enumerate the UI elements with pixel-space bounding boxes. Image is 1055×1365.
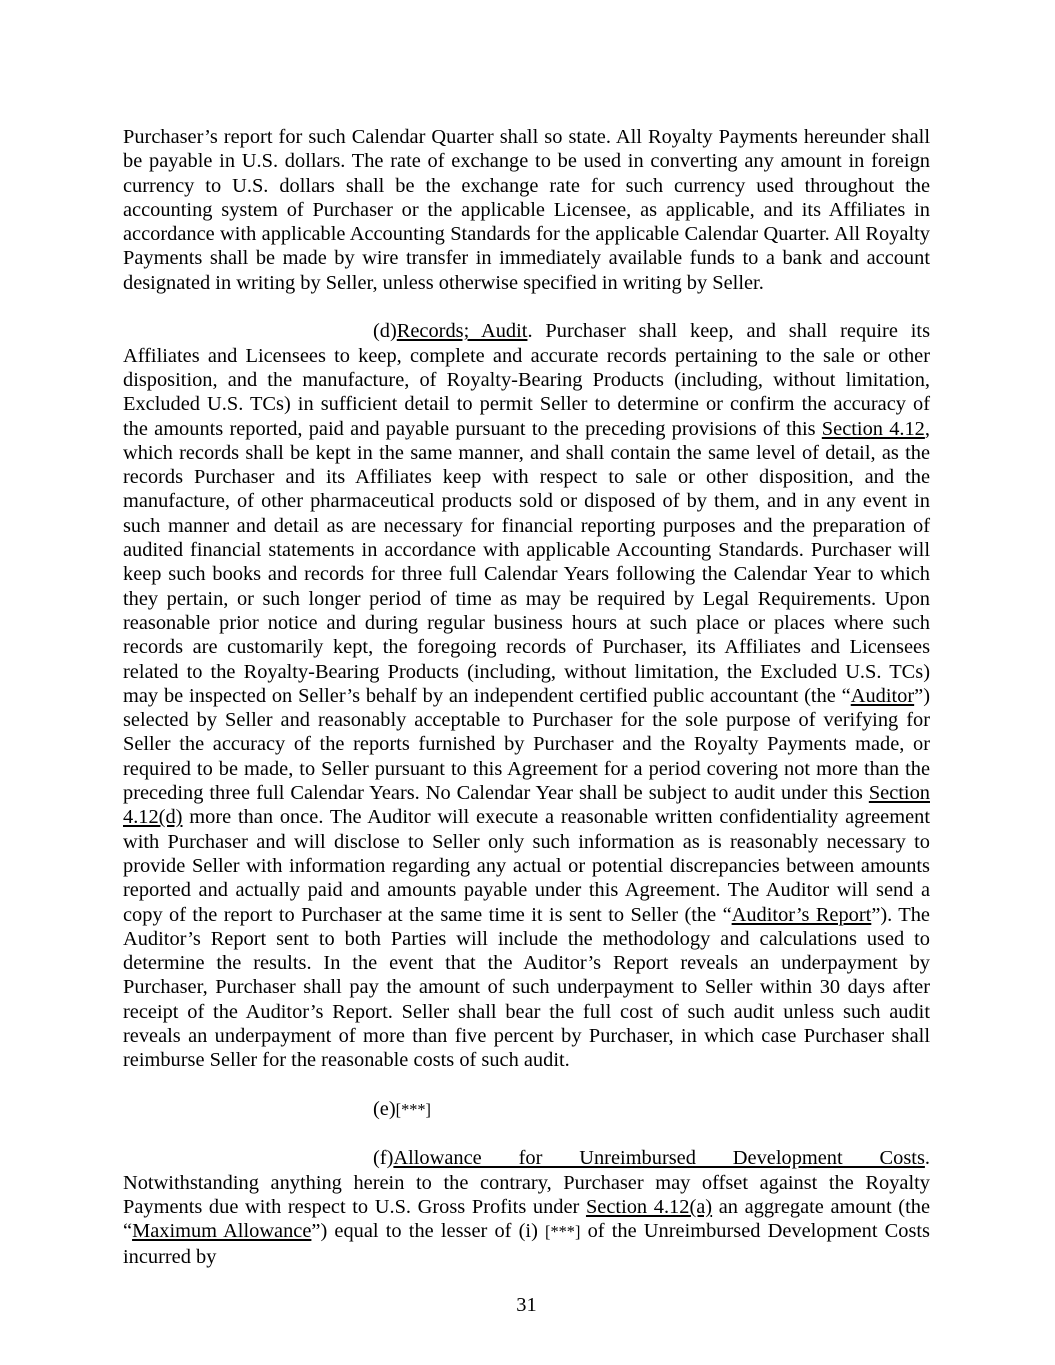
underlined-term: Maximum Allowance bbox=[132, 1220, 312, 1243]
underlined-term: Section 4.12 bbox=[821, 417, 925, 440]
page-number: 31 bbox=[516, 1294, 537, 1317]
underlined-term: Section 4.12(d) bbox=[123, 782, 930, 829]
text-run: Purchaser’s report for such Calendar Quarter shall so state. All Royalty Payments hereunder shall be payable in U.S. dollars. The rate of exchange to be used in converting any amount in foreign currency to U.S. dollars shall be the exchange rate for such currency used throughout the accounting system of Purchaser or the applicable Licensee, as applicable, and its Affiliates in accordance with applicable Accounting Standards for the applicable Calendar Quarter. All Royalty Payments shall be made by wire transfer in immediately available funds to a bank and account designated in writing by Seller, unless otherwise specified in writing by Seller. bbox=[123, 126, 930, 294]
underlined-term: Section 4.12(a) bbox=[585, 1196, 713, 1219]
paragraph bbox=[123, 319, 930, 1072]
redacted-text: [***] bbox=[395, 1099, 431, 1119]
text-run: of the Unreimbursed Development Costs incurred by bbox=[123, 1220, 930, 1268]
text-run: ”) equal to the lesser of (i) bbox=[311, 1220, 546, 1243]
underlined-term: Records; Audit bbox=[396, 320, 528, 343]
paragraph bbox=[123, 1146, 930, 1268]
paragraph bbox=[123, 125, 930, 295]
underlined-term: Allowance for Unreimbursed Development Costs bbox=[393, 1147, 925, 1170]
underlined-term: Auditor bbox=[850, 684, 915, 707]
text-run: ”). The Auditor’s Report sent to both Parties will include the methodology and calculations used to determine the results. In the event that the Auditor’s Report reveals an underpayment by Purchaser, Purchaser shall pay the amount of such underpayment to Seller within 30 days after receipt of the Auditor’s Report. Seller shall bear the full cost of such audit unless such audit reveals an underpayment of more than five percent by Purchaser, in which case Purchaser shall reimburse Seller for the reasonable costs of such audit. bbox=[123, 903, 930, 1072]
text-run: . Notwithstanding anything herein to the contrary, Purchaser may offset against the Royalty Payments due with respect to U.S. Gross Profits under bbox=[123, 1147, 930, 1219]
text-run: , which records shall be kept in the same manner, and shall contain the same level of detail, as the records Purchaser and its Affiliates keep with respect to sale or other disposition, and the manufacture, of other pharmaceutical products sold or disposed of by them, and in any event in such manner and detail as are necessary for financial reporting purposes and the preparation of audited financial statements in accordance with applicable Accounting Standards. Purchaser will keep such books and records for three full Calendar Years following the Calendar Year to which they pertain, or such longer period of time as may be required by Legal Requirements. Upon reasonable prior notice and during regular business hours at such place or places where such records are customarily kept, the foregoing records of Purchaser, its Affiliates and Licensees related to the Royalty-Bearing Products (including, without limitation, the Excluded U.S. TCs) may be inspected on Seller’s behalf by an independent certified public accountant (the “ bbox=[123, 417, 930, 707]
text-run: . Purchaser shall keep, and shall require its Affiliates and Licensees to keep, complete and accurate records pertaining to the sale or other disposition, and the manufacture, of Royalty-Bearing Products (including, without limitation, Excluded U.S. TCs) in sufficient detail to permit Seller to determine or confirm the accuracy of the amounts reported, paid and payable pursuant to the preceding provisions of this bbox=[123, 320, 931, 440]
paragraph bbox=[123, 1097, 930, 1122]
paragraph-label: (f) bbox=[373, 1147, 394, 1170]
paragraph-label: (e) bbox=[373, 1097, 396, 1120]
underlined-term: Auditor’s Report bbox=[731, 903, 872, 926]
paragraph-label: (d) bbox=[373, 320, 397, 343]
document-body bbox=[123, 125, 930, 1269]
text-run: more than once. The Auditor will execute a reasonable written confidentiality agreement with Purchaser and will disclose to Seller only such information as is reasonably necessary to provide Seller with information regarding any actual or potential discrepancies between amounts reported and actually paid and amounts payable under this Agreement. The Auditor will send a copy of the report to Purchaser at the same time it is sent to Seller (the “ bbox=[123, 806, 930, 926]
redacted-text: [***] bbox=[545, 1222, 581, 1242]
text-run: ”) selected by Seller and reasonably acceptable to Purchaser for the sole purpose of verifying for Seller the accuracy of the reports furnished by Purchaser and the Royalty Payments made, or required to be made, to Seller pursuant to this Agreement for a period covering not more than the preceding three full Calendar Years. No Calendar Year shall be subject to audit under this bbox=[123, 684, 930, 805]
text-run: an aggregate amount (the “ bbox=[123, 1196, 930, 1243]
